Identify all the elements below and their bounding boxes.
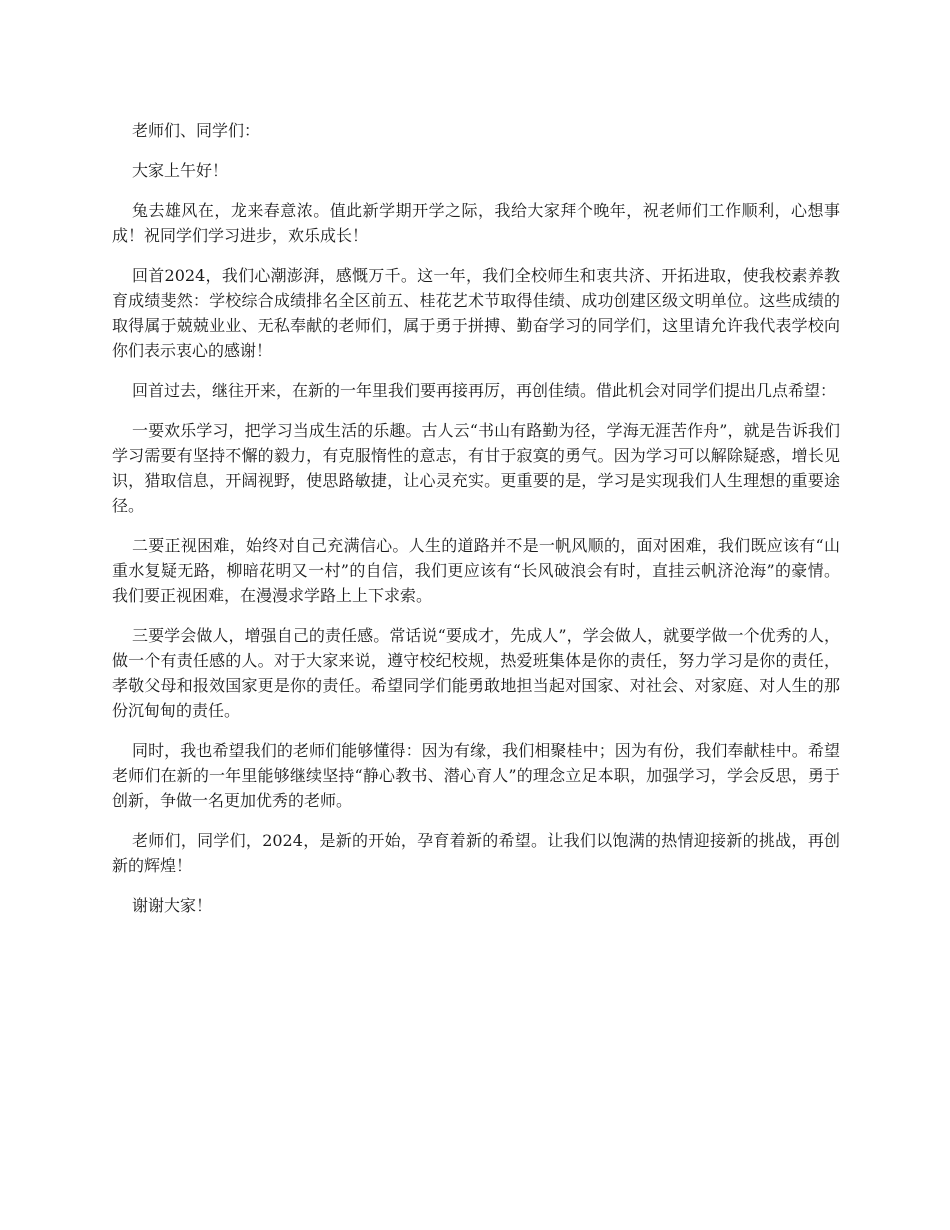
greeting: 大家上午好！ (132, 161, 229, 180)
paragraph-hopes-intro: 回首过去，继往开来，在新的一年里我们要再接再厉，再创佳绩。借此机会对同学们提出几点希望： (132, 381, 837, 400)
paragraph-hope-three: 三要学会做人，增强自己的责任感。常话说“要成才，先成人”，学会做人，就要学做一个优秀的人，做一个有责任感的人。对于大家来说，遵守校纪校规，热爱班集体是你的责任，努力学习是你的责任，孝敬父母和报效国家更是你的责任。希望同学们能勇敢地担当起对国家、对社会、对家庭、对人生的那份沉甸甸的责任。 (112, 626, 840, 720)
closing: 谢谢大家！ (132, 896, 213, 915)
salutation: 老师们、同学们： (132, 121, 261, 140)
paragraph-teachers: 同时，我也希望我们的老师们能够懂得：因为有缘，我们相聚桂中；因为有份，我们奉献桂中。希望老师们在新的一年里能够继续坚持“静心教书、潜心育人”的理念立足本职，加强学习，学会反思，勇于创新，争做一名更加优秀的老师。 (112, 741, 840, 810)
paragraph-conclusion: 老师们，同学们，2024，是新的开始，孕育着新的希望。让我们以饱满的热情迎接新的挑战，再创新的辉煌！ (112, 831, 840, 875)
document-page (112, 118, 840, 933)
paragraph-hope-one: 一要欢乐学习，把学习当成生活的乐趣。古人云“书山有路勤为径，学海无涯苦作舟”，就是告诉我们学习需要有坚持不懈的毅力，有克服惰性的意志，有甘于寂寞的勇气。因为学习可以解除疑惑，增长见识，猎取信息，开阔视野，使思路敏捷，让心灵充实。更重要的是，学习是实现我们人生理想的重要途径。 (112, 421, 840, 515)
paragraph-new-year-wishes: 兔去雄风在，龙来春意浓。值此新学期开学之际，我给大家拜个晚年，祝老师们工作顺利，心想事成！祝同学们学习进步，欢乐成长！ (112, 201, 840, 245)
paragraph-hope-two: 二要正视困难，始终对自己充满信心。人生的道路并不是一帆风顺的，面对困难，我们既应该有“山重水复疑无路，柳暗花明又一村”的自信，我们更应该有“长风破浪会有时，直挂云帆济沧海”的豪情。我们要正视困难，在漫漫求学路上上下求索。 (112, 536, 840, 605)
paragraph-review-2024: 回首2024，我们心潮澎湃，感慨万千。这一年，我们全校师生和衷共济、开拓进取，使我校素养教育成绩斐然：学校综合成绩排名全区前五、桂花艺术节取得佳绩、成功创建区级文明单位。这些成绩的取得属于兢兢业业、无私奉献的老师们，属于勇于拼搏、勤奋学习的同学们，这里请允许我代表学校向你们表示衷心的感谢！ (112, 266, 840, 360)
